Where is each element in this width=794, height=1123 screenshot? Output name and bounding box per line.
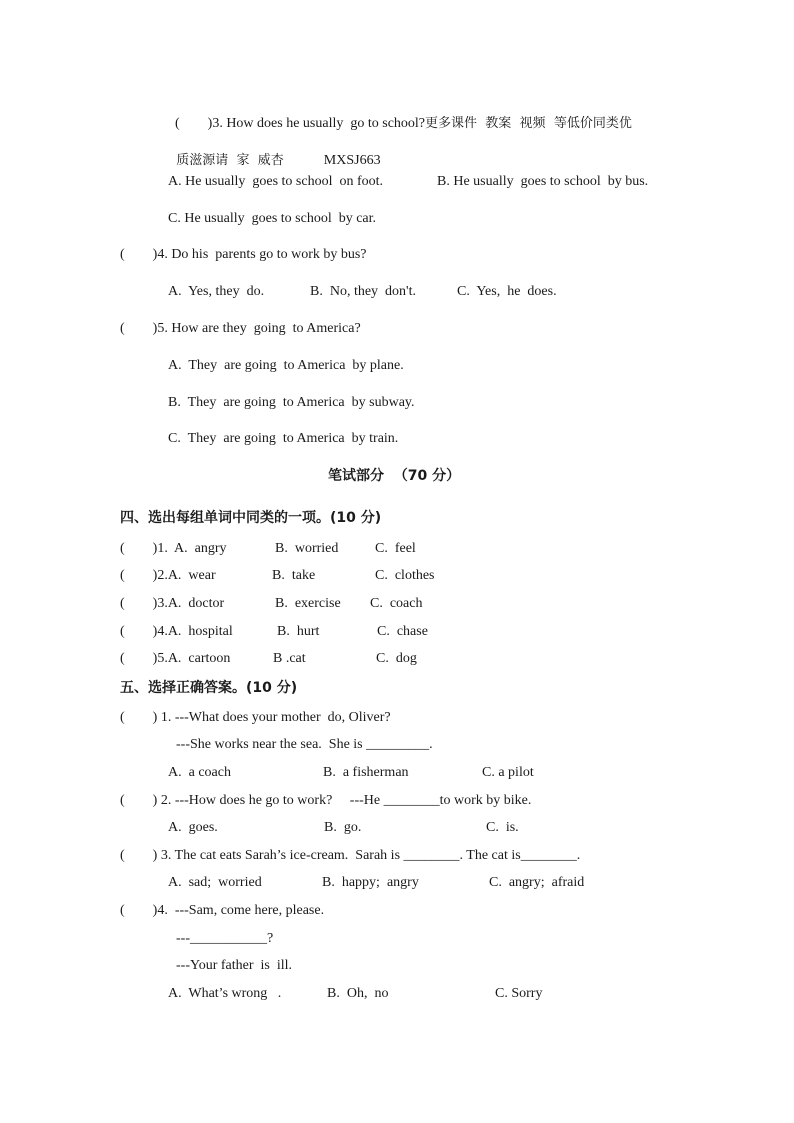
section5-q1-option-a: A. a coach — [168, 765, 231, 780]
section5-q3-option-a: A. sad; worried — [168, 875, 262, 890]
section5-q4-option-c: C. Sorry — [495, 986, 543, 1001]
listening-q5-question: ( )5. How are they going to America? — [120, 321, 361, 336]
section5-q3-option-b: B. happy; angry — [322, 875, 419, 890]
section5-q2-option-b: B. go. — [324, 820, 362, 835]
listening-q4-option-a: A. Yes, they do. — [168, 284, 265, 299]
section4-heading: 四、选出每组单词中同类的一项。(10 分) — [120, 510, 382, 526]
section5-q2-question: ( ) 2. ---How does he go to work? ---He ________to work by bike. — [120, 793, 532, 808]
section5-q1-line2: ---She works near the sea. She is _________. — [176, 737, 433, 752]
section5-q4-line2: ---___________? — [176, 931, 274, 946]
ad-code: MXSJ663 — [323, 153, 381, 168]
section5-q3-option-c: C. angry; afraid — [489, 875, 585, 890]
question-text: ( )3. How does he usually go to school? — [175, 116, 426, 131]
item-c: C. coach — [370, 596, 423, 611]
section5-q2-option-c: C. is. — [486, 820, 519, 835]
listening-q4-option-b: B. No, they don't. — [310, 284, 416, 299]
section5-q4-option-b: B. Oh, no — [327, 986, 389, 1001]
item-c: C. clothes — [375, 568, 435, 583]
section5-q1-question: ( ) 1. ---What does your mother do, Oliver? — [120, 710, 391, 725]
item-b: B. exercise — [275, 596, 341, 611]
item-a: ( )1. A. angry — [120, 541, 227, 556]
listening-q5-option-c: C. They are going to America by train. — [168, 431, 399, 446]
listening-q4-option-c: C. Yes, he does. — [457, 284, 557, 299]
item-a: ( )5.A. cartoon — [120, 651, 231, 666]
section5-q4-question: ( )4. ---Sam, come here, please. — [120, 903, 325, 918]
section5-q2-option-a: A. goes. — [168, 820, 218, 835]
item-b: B .cat — [273, 651, 306, 666]
listening-q3-option-b: B. He usually goes to school by bus. — [437, 174, 649, 189]
listening-q3-option-c: C. He usually goes to school by car. — [168, 211, 377, 226]
listening-q3-option-a: A. He usually goes to school on foot. — [168, 174, 384, 189]
item-c: C. chase — [377, 624, 428, 639]
listening-q3-ad-line — [168, 134, 381, 170]
section5-q1-option-c: C. a pilot — [482, 765, 534, 780]
listening-q3-question — [168, 97, 632, 133]
listening-q5-option-b: B. They are going to America by subway. — [168, 395, 415, 410]
item-b: B. take — [272, 568, 316, 583]
written-part-title: 笔试部分 （70 分） — [328, 468, 461, 484]
ad-text-2: 质滋源请 家 威杏 — [176, 153, 284, 168]
item-b: B. worried — [275, 541, 339, 556]
item-a: ( )2.A. wear — [120, 568, 216, 583]
section5-q3-question: ( ) 3. The cat eats Sarah’s ice-cream. Sarah is ________. The cat is________. — [120, 848, 581, 863]
listening-q4-question: ( )4. Do his parents go to work by bus? — [120, 247, 367, 262]
listening-q5-option-a: A. They are going to America by plane. — [168, 358, 404, 373]
section5-heading: 五、选择正确答案。(10 分) — [120, 680, 298, 696]
section5-q4-option-a: A. What’s wrong . — [168, 986, 282, 1001]
item-c: C. feel — [375, 541, 416, 556]
item-a: ( )3.A. doctor — [120, 596, 225, 611]
item-a: ( )4.A. hospital — [120, 624, 233, 639]
item-b: B. hurt — [277, 624, 320, 639]
section5-q4-line3: ---Your father is ill. — [176, 958, 293, 973]
section5-q1-option-b: B. a fisherman — [323, 765, 409, 780]
ad-text: 更多课件 教案 视频 等低价同类优 — [425, 116, 632, 131]
item-c: C. dog — [376, 651, 417, 666]
